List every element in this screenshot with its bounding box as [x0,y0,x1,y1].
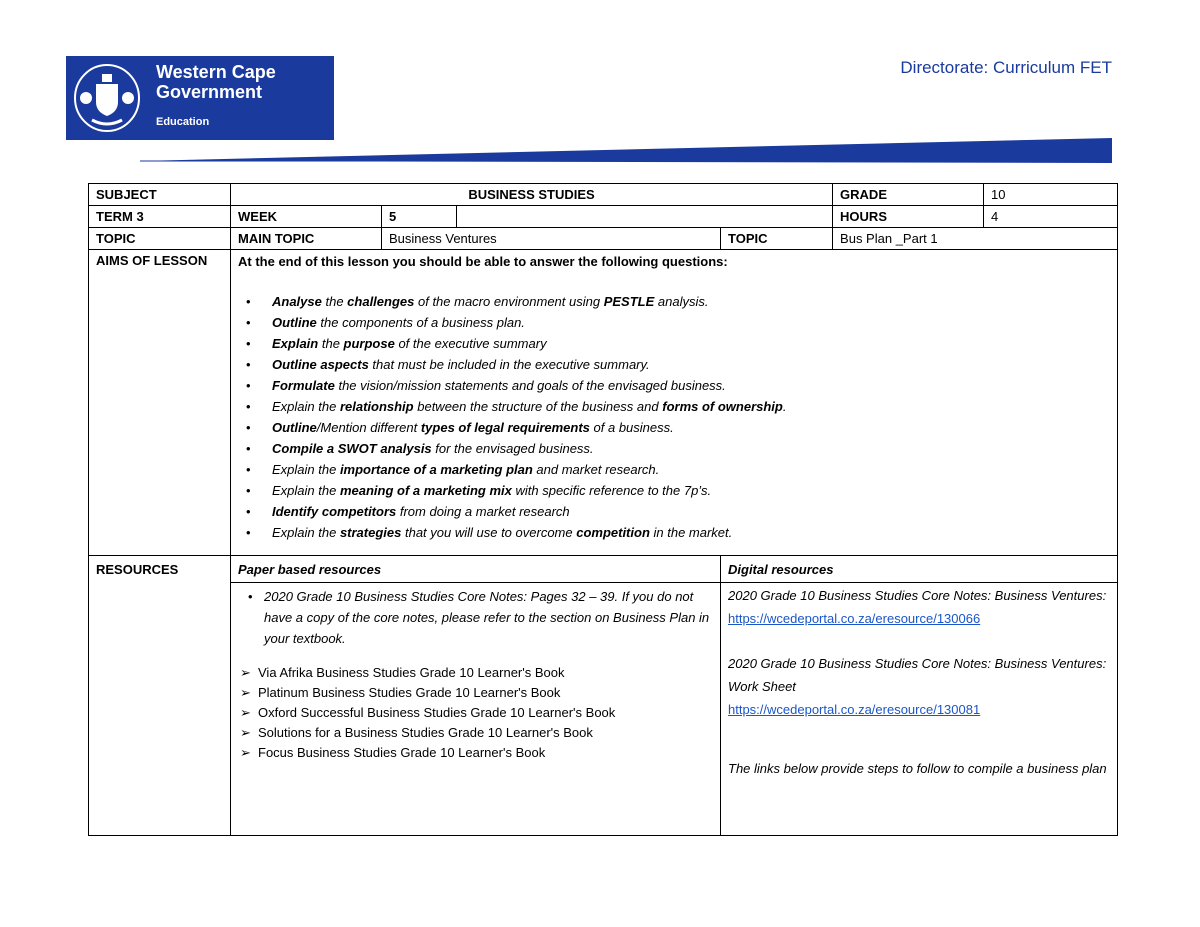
aims-item: • Explain the strategies that you will use to overcome competition in the market. [256,522,1110,543]
wcg-logo [66,56,334,140]
aims-item: • Outline the components of a business plan. [256,312,1110,333]
grade-label: GRADE [833,184,984,206]
main-topic-value: Business Ventures [382,228,721,250]
resources-header-row [89,556,1118,583]
digital-item-title: 2020 Grade 10 Business Studies Core Notes: Business Ventures: [728,588,1107,603]
topic-label: TOPIC [89,228,231,250]
term-empty-cell [457,206,833,228]
resources-content-row [89,583,1118,836]
week-label: WEEK [231,206,382,228]
main-topic-label: MAIN TOPIC [231,228,382,250]
gov-line-1: Western Cape [156,62,276,82]
aims-item: • Explain the relationship between the structure of the business and forms of ownership. [256,396,1110,417]
aims-item: • Outline aspects that must be included in the executive summary. [256,354,1110,375]
topic-row [89,228,1118,250]
subject-label: SUBJECT [89,184,231,206]
subject-row [89,184,1118,206]
aims-row [89,250,1118,556]
paper-resources-label: Paper based resources [231,556,721,583]
textbook-list [238,663,713,763]
paper-notes-list [238,586,713,649]
aims-item: • Explain the meaning of a marketing mix with specific reference to the 7p’s. [256,480,1110,501]
aims-intro: At the end of this lesson you should be able to answer the following questions: [238,254,728,269]
aims-item: • Explain the purpose of the executive summary [256,333,1110,354]
aims-item: • Formulate the vision/mission statements and goals of the envisaged business. [256,375,1110,396]
coat-of-arms-icon [72,62,142,134]
digital-resources-cell [721,583,1118,836]
lesson-plan-table [88,183,1118,836]
department-name: Education [156,116,210,128]
steps-note: The links below provide steps to follow to compile a business plan [728,761,1107,776]
aims-item: • Identify competitors from doing a market research [256,501,1110,522]
government-name [156,62,276,102]
eresource-link-130066[interactable]: https://wcedeportal.co.za/eresource/130066 [728,611,981,626]
spacer [728,630,1110,652]
week-value: 5 [382,206,457,228]
aims-cell [231,250,1118,556]
directorate-title: Directorate: Curriculum FET [900,58,1112,77]
textbook-item: ➢ Oxford Successful Business Studies Grade 10 Learner's Book [238,703,713,723]
paper-note: • 2020 Grade 10 Business Studies Core Notes: Pages 32 – 39. If you do not have a copy of the core notes, please refer to the section on Business Plan in your textbook. [248,586,713,649]
gov-line-2: Government [156,82,263,102]
eresource-link-130081[interactable]: https://wcedeportal.co.za/eresource/130081 [728,702,981,717]
textbook-item: ➢ Solutions for a Business Studies Grade 10 Learner's Book [238,723,713,743]
subject-value: BUSINESS STUDIES [231,184,833,206]
paper-resources-cell [231,583,721,836]
aims-label: AIMS OF LESSON [89,250,231,556]
textbook-item: ➢ Platinum Business Studies Grade 10 Learner's Book [238,683,713,703]
aims-list [238,291,1110,543]
aims-item: • Outline/Mention different types of legal requirements of a business. [256,417,1110,438]
aims-item: • Compile a SWOT analysis for the envisaged business. [256,438,1110,459]
hours-label: HOURS [833,206,984,228]
aims-item: • Analyse the challenges of the macro environment using PESTLE analysis. [256,291,1110,312]
topic-label-2: TOPIC [721,228,833,250]
digital-resources-label: Digital resources [721,556,1118,583]
resources-label: RESOURCES [89,556,231,836]
grade-value: 10 [984,184,1118,206]
aims-item: • Explain the importance of a marketing plan and market research. [256,459,1110,480]
header-stripe [0,134,1200,166]
hours-value: 4 [984,206,1118,228]
spacer [728,721,1110,757]
textbook-item: ➢ Focus Business Studies Grade 10 Learner's Book [238,743,713,763]
digital-item-title: 2020 Grade 10 Business Studies Core Notes: Business Ventures: Work Sheet [728,656,1107,694]
topic-value: Bus Plan _Part 1 [833,228,1118,250]
term-row [89,206,1118,228]
textbook-item: ➢ Via Afrika Business Studies Grade 10 Learner's Book [238,663,713,683]
term-label: TERM 3 [89,206,231,228]
